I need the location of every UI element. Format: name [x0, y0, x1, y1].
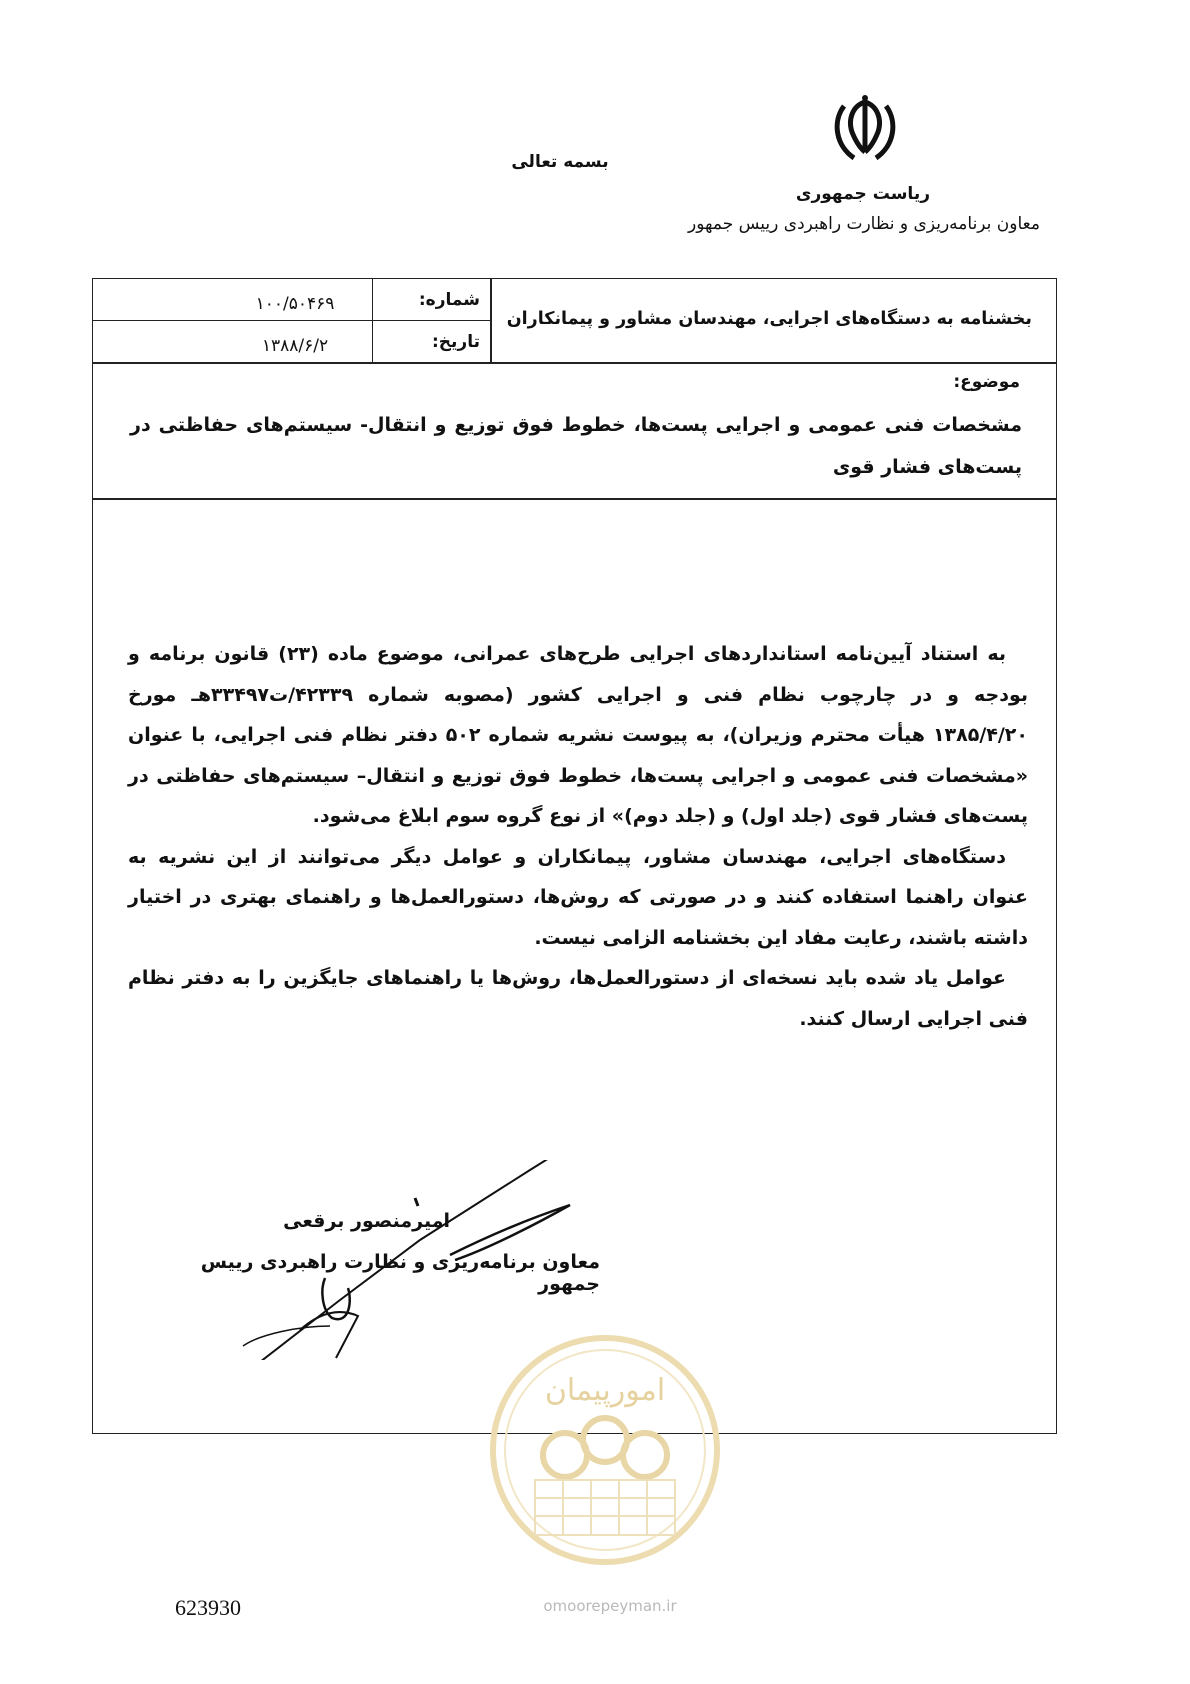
- date-label: تاریخ:: [432, 332, 480, 352]
- subject-label: موضوع:: [953, 372, 1020, 392]
- subject-text: مشخصات فنی عمومی و اجرایی پست‌ها، خطوط فوق توزیع و انتقال- سیستم‌های حفاظتی در پست‌های فشار قوی: [130, 414, 1022, 478]
- letter-body: [128, 634, 1028, 1039]
- body-paragraph-3: عوامل یاد شده باید نسخه‌ای از دستورالعمل‌ها، روش‌ها یا راهنماهای جایگزین را به دفتر نظام فنی اجرایی ارسال کنند.: [128, 967, 1028, 1030]
- iran-emblem-icon: [830, 92, 900, 164]
- body-paragraph-2: دستگاه‌های اجرایی، مهندسان مشاور، پیمانکاران و عوامل دیگر می‌توانند از این نشریه به عنوان راهنما استفاده کنند و در صورتی که روش‌ها، دستورالعمل‌ها و راهنمای بهتری در اختیار داشته باشند، رعایت مفاد این بخشنامه الزامی نیست.: [128, 845, 1028, 949]
- meta-row-divider: [92, 320, 490, 321]
- subject-bottom-rule: [92, 498, 1057, 500]
- watermark-url: omoorepeyman.ir: [543, 1597, 677, 1615]
- watermark-seal-text: امورپیمان: [544, 1373, 666, 1408]
- signer-name: امیرمنصور برقعی: [283, 1210, 450, 1232]
- omoorepeyman-watermark-seal: [485, 1330, 725, 1570]
- body-paragraph-1-text: به استناد آیین‌نامه استانداردهای اجرایی طرح‌های عمرانی، موضوع ماده (۲۳) قانون برنامه و بودجه و در چارچوب نظام فنی و اجرایی کشور (مصوبه شماره ۴۲۳۳۹/ت۳۳۴۹۷هـ مورخ ۱۳۸۵/۴/۲۰ هیأت محترم وزیران)، به پیوست نشریه شماره ۵۰۲ دفتر نظام فنی اجرایی، با عنوان «: [128, 643, 1029, 787]
- date-value: ۱۳۸۸/۶/۲: [261, 336, 329, 356]
- number-label: شماره:: [418, 290, 480, 310]
- header-bottom-rule: [92, 362, 1057, 364]
- publication-title: مشخصات فنی عمومی و اجرایی پست‌ها، خطوط فوق توزیع و انتقال– سیستم‌های حفاظتی در پست‌های فشار قوی (جلد اول) و (جلد دوم): [128, 764, 1028, 827]
- number-value: ۱۰۰/۵۰۴۶۹: [255, 294, 335, 314]
- body-paragraph-1: [128, 634, 1028, 837]
- bismillah-heading: بسمه تعالی: [511, 152, 609, 172]
- organization-subtitle: معاون برنامه‌ریزی و نظارت راهبردی رییس جمهور: [688, 214, 1040, 234]
- document-number: 623930: [175, 1595, 241, 1620]
- signer-title: معاون برنامه‌ریزی و نظارت راهبردی رییس جمهور: [200, 1251, 600, 1295]
- body-paragraph-1-end: » از نوع گروه سوم ابلاغ می‌شود.: [312, 805, 625, 827]
- organization-title: ریاست جمهوری: [795, 184, 930, 204]
- circular-recipients: بخشنامه به دستگاه‌های اجرایی، مهندسان مشاور و پیمانکاران: [506, 309, 1032, 329]
- header-column-divider: [490, 278, 492, 362]
